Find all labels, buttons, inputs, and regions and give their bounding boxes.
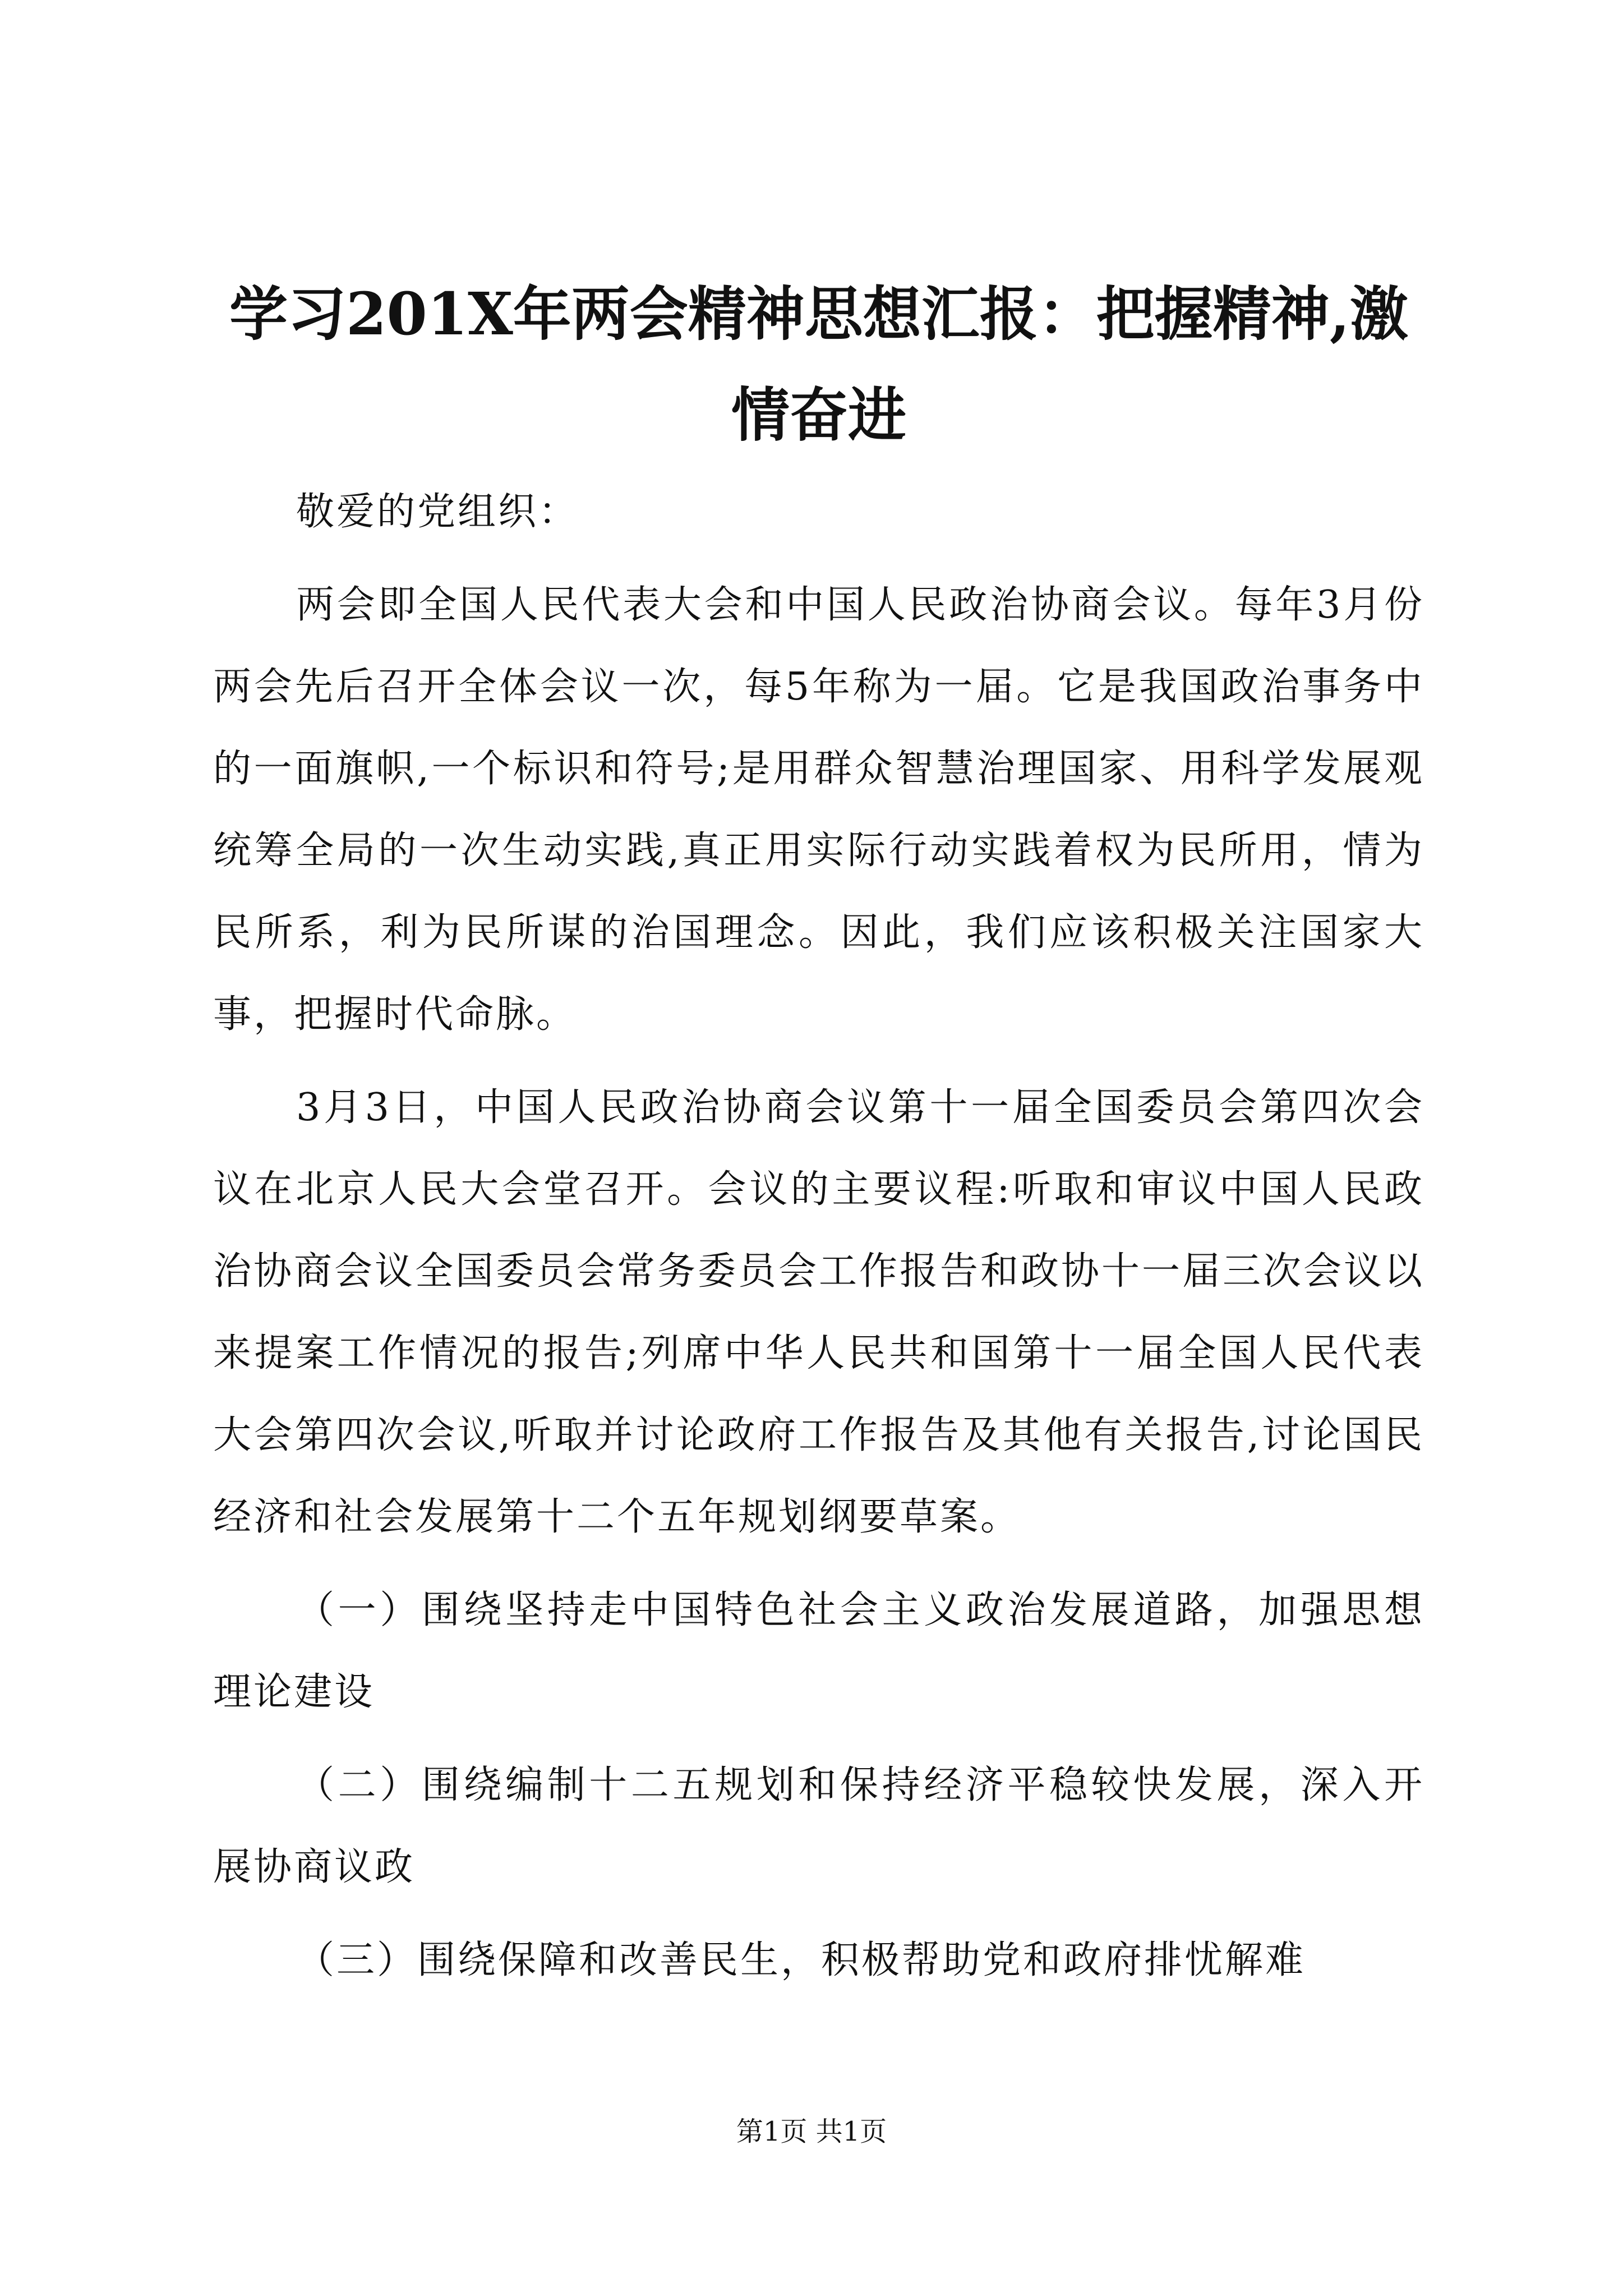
list-item-three: （三）围绕保障和改善民生，积极帮助党和政府排忧解难	[296, 1938, 1306, 1982]
salutation: 敬爱的党组织：	[296, 490, 579, 534]
list-item-two: （二）围绕编制十二五规划和保持经济平稳较快发展，深入开展协商议政	[213, 1763, 1424, 1889]
list-item-one: （一）围绕坚持走中国特色社会主义政治发展道路，加强思想理论建设	[213, 1588, 1424, 1714]
paragraph-meeting: 3月3日，中国人民政治协商会议第十一届全国委员会第四次会议在北京人民大会堂召开。会议的主要议程:听取和审议中国人民政治协商会议全国委员会常务委员会工作报告和政协十一届三次会议以来提案工作情况的报告;列席中华人民共和国第十一届全国人民代表大会第四次会议,听取并讨论政府工作报告及其他有关报告,讨论国民经济和社会发展第十二个五年规划纲要草案。	[213, 1085, 1425, 1539]
paragraph-intro: 两会即全国人民代表大会和中国人民政治协商会议。每年3月份两会先后召开全体会议一次，每5年称为一届。它是我国政治事务中的一面旗帜,一个标识和符号;是用群众智慧治理国家、用科学发展观统筹全局的一次生动实践,真正用实际行动实践着权为民所用，情为民所系，利为民所谋的治国理念。因此，我们应该积极关注国家大事，把握时代命脉。	[213, 583, 1424, 1037]
document-body	[213, 471, 1424, 2013]
page-footer: 第1页 共1页	[736, 2116, 887, 2147]
document-title: 学习201X年两会精神思想汇报：把握精神,激情奋进	[229, 279, 1408, 449]
